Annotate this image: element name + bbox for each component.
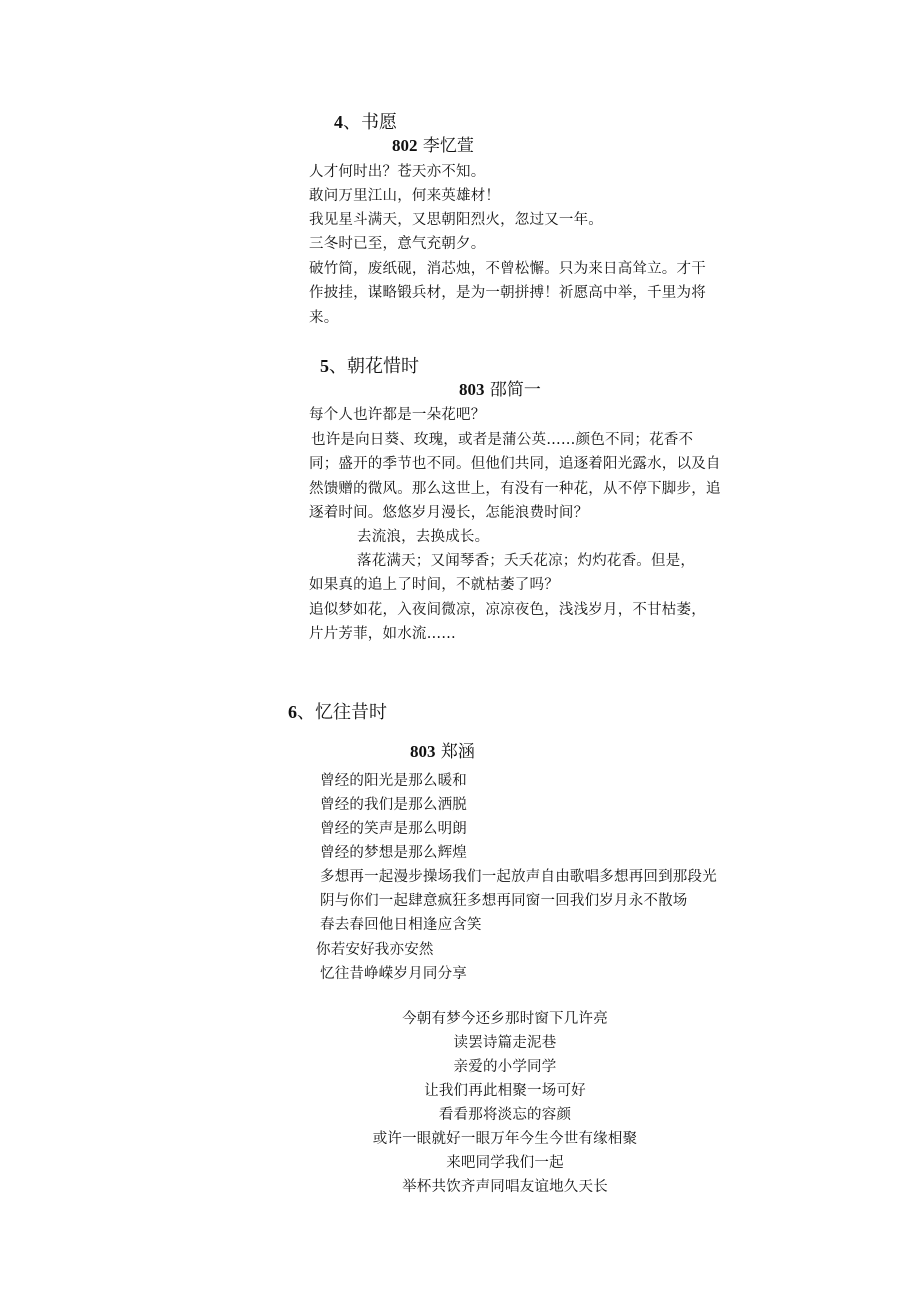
section-separator: 、 bbox=[329, 356, 347, 377]
text-line: 我见星斗满天，又思朝阳烈火，忽过又一年。 bbox=[309, 212, 603, 228]
text-line: 曾经的阳光是那么暖和 bbox=[320, 773, 467, 789]
text-line: 然馈赠的微风。那么这世上，有没有一种花，从不停下脚步，追 bbox=[309, 481, 721, 497]
section-4-heading bbox=[334, 110, 397, 135]
centered-line: 让我们再此相聚一场可好 bbox=[424, 1083, 586, 1099]
section-6-heading bbox=[288, 700, 387, 725]
section-5-heading bbox=[320, 354, 419, 379]
author-name: 郑涵 bbox=[440, 742, 475, 762]
text-line: 你若安好我亦安然 bbox=[316, 942, 434, 958]
text-line: 人才何时出？苍天亦不知。 bbox=[309, 164, 486, 180]
text-line: 曾经的梦想是那么辉煌 bbox=[320, 845, 467, 861]
author-name: 邵简一 bbox=[489, 380, 541, 400]
centered-line: 或许一眼就好一眼万年今生今世有缘相聚 bbox=[372, 1131, 638, 1147]
author-name: 李忆萱 bbox=[422, 136, 474, 156]
section-title: 书愿 bbox=[361, 112, 397, 133]
section-6-author bbox=[410, 740, 475, 764]
section-4-author bbox=[392, 134, 474, 158]
section-number: 5 bbox=[320, 356, 329, 376]
text-line: 每个人也许都是一朵花吧？ bbox=[309, 407, 486, 423]
text-line: 三冬时已至，意气充朝夕。 bbox=[309, 236, 486, 252]
text-line: 落花满天；又闻琴香；夭夭花凉；灼灼花香。但是， bbox=[357, 553, 696, 569]
text-line: 阴与你们一起肆意疯狂多想再同窗一回我们岁月永不散场 bbox=[320, 893, 688, 909]
text-line: 忆往昔峥嵘岁月同分享 bbox=[320, 966, 467, 982]
centered-line: 今朝有梦今还乡那时窗下几许亮 bbox=[402, 1011, 608, 1027]
text-line: 逐着时间。悠悠岁月漫长，怎能浪费时间？ bbox=[309, 505, 589, 521]
class-number: 802 bbox=[392, 136, 418, 155]
text-line: 同；盛开的季节也不同。但他们共同，追逐着阳光露水，以及自 bbox=[309, 456, 721, 472]
text-line: 敢问万里江山，何来英雄材！ bbox=[309, 188, 501, 204]
centered-line: 看看那将淡忘的容颜 bbox=[438, 1107, 572, 1123]
centered-line: 来吧同学我们一起 bbox=[446, 1155, 564, 1171]
text-line: 追似梦如花，入夜间微凉，凉凉夜色，浅浅岁月，不甘枯萎， bbox=[309, 602, 706, 618]
section-separator: 、 bbox=[343, 112, 361, 133]
text-line: 破竹简，废纸砚，消芯烛，不曾松懈。只为来日高耸立。才干 bbox=[309, 261, 706, 277]
class-number: 803 bbox=[410, 742, 436, 761]
section-number: 4 bbox=[334, 112, 343, 132]
section-title: 忆往昔时 bbox=[315, 702, 387, 723]
text-line: 也许是向日葵、玫瑰，或者是蒲公英……颜色不同；花香不 bbox=[311, 432, 694, 448]
section-number: 6 bbox=[288, 702, 297, 722]
section-separator: 、 bbox=[297, 702, 315, 723]
section-title: 朝花惜时 bbox=[347, 356, 419, 377]
text-line: 作披挂，谋略锻兵材，是为一朝拼搏！祈愿高中举，千里为将 bbox=[309, 285, 706, 301]
class-number: 803 bbox=[459, 380, 485, 399]
centered-line: 亲爱的小学同学 bbox=[453, 1059, 557, 1075]
text-line: 片片芳菲，如水流…… bbox=[309, 626, 456, 642]
section-5-author bbox=[459, 378, 541, 402]
text-line: 曾经的笑声是那么明朗 bbox=[320, 821, 467, 837]
centered-line: 读罢诗篇走泥巷 bbox=[453, 1035, 557, 1051]
text-line: 来。 bbox=[309, 310, 339, 326]
text-line: 多想再一起漫步操场我们一起放声自由歌唱多想再回到那段光 bbox=[320, 869, 717, 885]
centered-line: 举杯共饮齐声同唱友谊地久天长 bbox=[402, 1179, 608, 1195]
text-line: 如果真的追上了时间，不就枯萎了吗？ bbox=[309, 577, 559, 593]
text-line: 春去春回他日相逢应含笑 bbox=[320, 917, 482, 933]
text-line: 去流浪，去换成长。 bbox=[357, 529, 490, 545]
text-line: 曾经的我们是那么洒脱 bbox=[320, 797, 467, 813]
